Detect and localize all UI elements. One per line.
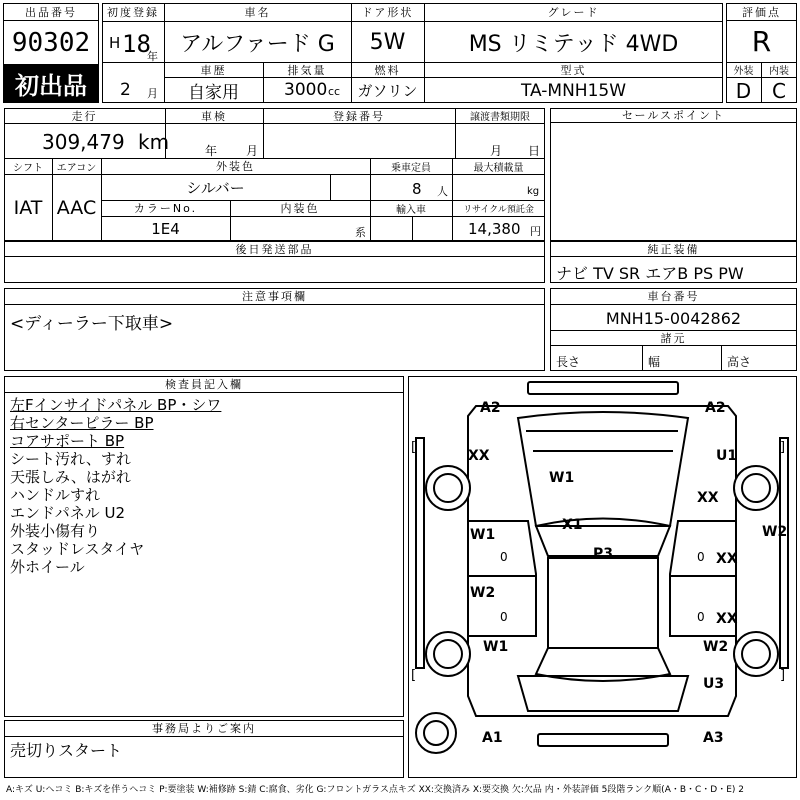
intcolor-unit: 系: [355, 226, 366, 239]
transfer-label: 譲渡書類期限: [470, 112, 530, 123]
mark-xx-fl: XX: [468, 448, 490, 464]
mark-a2-left: A2: [480, 400, 501, 416]
disp-label: 排気量: [287, 63, 327, 77]
car-name: アルファード G: [180, 31, 335, 57]
zero-1: 0: [500, 550, 508, 564]
shift-label: シフト: [13, 162, 43, 174]
inspector-label: 検査員記入欄: [4, 376, 404, 393]
office-label: 事務局よりご案内: [4, 720, 404, 737]
mark-w2-right: W2: [762, 524, 788, 540]
mileage-label: 走行: [71, 109, 98, 123]
shift: IAT: [13, 197, 43, 219]
mark-xx-fr: XX: [697, 490, 719, 506]
mark-xx-rr: XX: [716, 611, 738, 627]
displacement: 3000: [284, 80, 328, 100]
mark-a1: A1: [482, 730, 503, 746]
reg-label: 初度登録: [107, 6, 159, 19]
color-label: 外装色: [216, 160, 255, 173]
month-unit: 月: [147, 87, 158, 100]
inspector-note-7: エンドパネル U2: [10, 504, 125, 522]
ac: AAC: [56, 197, 97, 219]
reg-month: 2: [120, 80, 131, 100]
score-label: 評価点: [726, 3, 797, 21]
mark-u1: U1: [716, 448, 738, 464]
zero-4: 0: [697, 610, 705, 624]
later-label: 後日発送部品: [4, 241, 545, 257]
bracket-4: ]: [780, 668, 786, 683]
int-label: 内装: [769, 66, 789, 77]
ac-label: エアコン: [56, 162, 97, 174]
bracket-1: [: [411, 440, 417, 455]
office-text: 売切りスタート: [10, 741, 123, 760]
len-label: 長さ: [556, 355, 581, 369]
reg-year: 18: [122, 30, 151, 58]
history-label: 車歴: [200, 63, 227, 77]
bracket-3: [: [411, 668, 417, 683]
inspect-label: 車検: [201, 109, 227, 123]
door-type: 5W: [369, 29, 406, 55]
transfer-month: 月: [490, 144, 503, 158]
fuel-label: 燃料: [374, 63, 401, 77]
inspector-note-6: ハンドルすれ: [10, 486, 101, 504]
zero-2: 0: [500, 610, 508, 624]
name-label: 車名: [244, 6, 271, 19]
import-label: 輸入車: [396, 204, 426, 216]
height-label: 高さ: [727, 355, 752, 369]
transfer-day: 日: [528, 144, 541, 158]
ext-color: シルバー: [186, 179, 245, 197]
notes-label: 注意事項欄: [4, 288, 545, 305]
model: TA-MNH15W: [520, 80, 627, 101]
cap-unit: 人: [437, 185, 448, 198]
disp-unit: cc: [328, 85, 341, 98]
first-listing-badge: 初出品: [4, 64, 98, 102]
score: R: [751, 25, 772, 58]
grade: MS リミテッド 4WD: [468, 31, 679, 57]
ext-score: D: [735, 78, 752, 103]
mark-w1-left: W1: [470, 527, 496, 543]
equip-label: 純正装備: [550, 241, 797, 257]
mark-x1: X1: [562, 517, 583, 533]
mileage-unit: km: [138, 130, 170, 154]
frame-number: MNH15-0042862: [605, 308, 742, 328]
int-score: C: [772, 78, 786, 103]
spec-label: 諸元: [550, 330, 797, 346]
inspector-note-10: 外ホイール: [10, 558, 85, 576]
inspector-note-3: コアサポート BP: [10, 432, 125, 450]
notes-text: <ディーラー下取車>: [10, 314, 174, 334]
inspector-note-9: スタッドレスタイヤ: [10, 540, 145, 558]
mark-a2-right: A2: [705, 400, 726, 416]
mark-p3: P3: [593, 546, 614, 562]
inspect-year: 年: [205, 144, 218, 158]
recycle-label: リサイクル預託金: [463, 204, 534, 215]
inspector-note-4: シート汚れ、すれ: [10, 450, 131, 468]
regno-label: 登録番号: [333, 109, 385, 123]
lot-number: 90302: [11, 28, 91, 58]
intcolor-label: 内装色: [280, 202, 320, 215]
legend: A:キズ U:ヘコミ B:キズを伴うヘコミ P:要塗装 W:補修跡 S:錆 C:腐食、劣化 G:フロントガラス点キズ XX:交換済み X:要交換 欠:欠品 内・外装評価 5段階ランク順(A・B・C・D・E) 2: [6, 785, 745, 795]
equip: ナビ TV SR エアB PS PW: [556, 264, 744, 283]
recycle: 14,380: [468, 220, 521, 238]
inspector-note-8: 外装小傷有り: [10, 522, 101, 540]
inspector-note-5: 天張しみ、はがれ: [10, 468, 131, 486]
era: H: [109, 34, 121, 52]
load-label: 最大積載量: [473, 162, 524, 174]
inspector-note-1: 左Fインサイドパネル BP・シワ: [10, 396, 222, 414]
color-no: 1E4: [151, 220, 180, 238]
load-unit: kg: [527, 186, 540, 197]
sales-point-box: [550, 108, 797, 241]
mark-a3: A3: [703, 730, 724, 746]
mark-w1-hood: W1: [549, 470, 575, 486]
fuel: ガソリン: [357, 82, 418, 100]
sales-label: セールスポイント: [550, 108, 797, 123]
model-label: 型式: [560, 63, 587, 77]
zero-3: 0: [697, 550, 705, 564]
mark-w2-left: W2: [470, 585, 496, 601]
lot-label: 出品番号: [3, 3, 99, 21]
grade-label: グレード: [547, 6, 600, 19]
mark-u3: U3: [703, 676, 725, 692]
capacity: 8: [412, 180, 422, 198]
mileage: 309,479: [42, 130, 125, 154]
bracket-2: ]: [780, 440, 786, 455]
history: 自家用: [188, 83, 239, 103]
cap-label: 乗車定員: [391, 162, 431, 174]
inspect-month: 月: [246, 144, 259, 158]
ext-label: 外装: [733, 66, 754, 77]
width-label: 幅: [648, 355, 661, 369]
car-diagram-drawing: [408, 376, 797, 778]
frame-label: 車台番号: [550, 288, 797, 305]
mark-xx-rdoor: XX: [716, 551, 738, 567]
door-label: ドア形状: [361, 6, 414, 19]
mark-w1-rl: W1: [483, 639, 509, 655]
inspector-note-2: 右センターピラー BP: [10, 414, 154, 432]
recycle-unit: 円: [530, 225, 541, 238]
mark-w2-rr: W2: [703, 639, 729, 655]
colorno-label: カラーNo.: [133, 202, 198, 215]
year-unit: 年: [147, 50, 158, 63]
